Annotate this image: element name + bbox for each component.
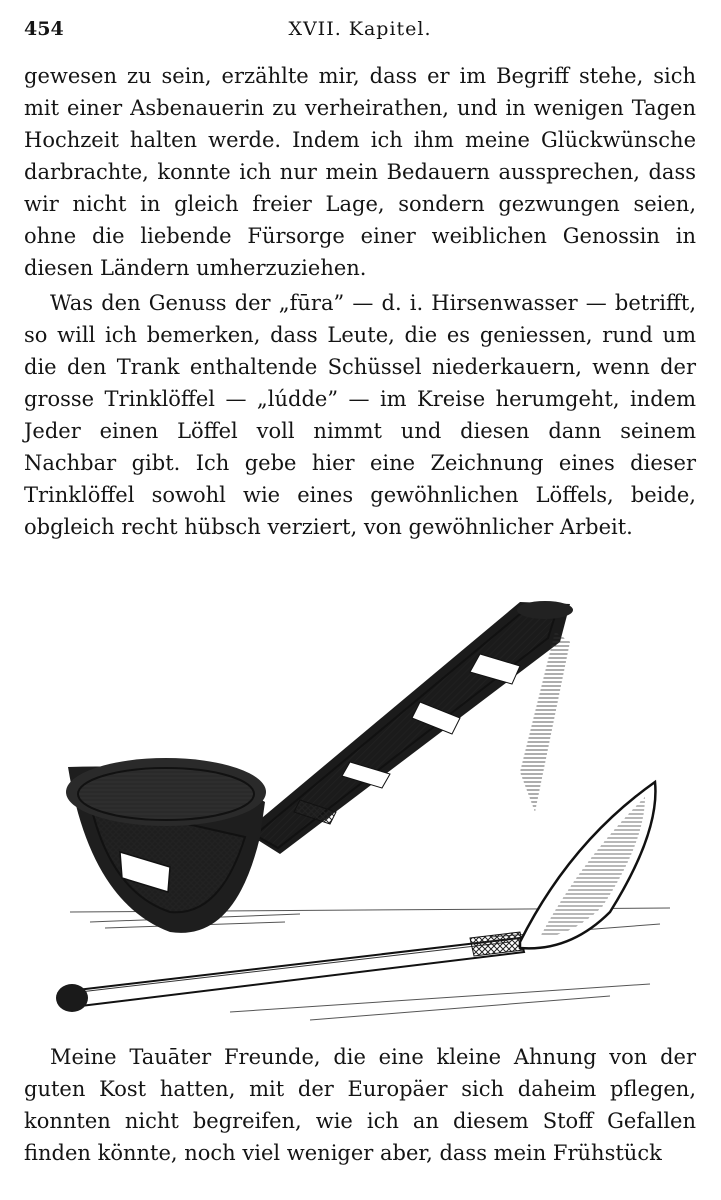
paragraph-fura: Was den Genuss der „fūra” — d. i. Hirsenwasser — betrifft, so will ich bemerken, dass Leute, die es geniessen, rund um die den Trank enthaltende Schüssel niederkauern, wenn der grosse Trinklöffel — „lúdde” — im Kreise herumgeht, indem Jeder einen Löffel voll nimmt und diesen dann seinem Nachbar gibt. Ich gebe hier eine Zeichnung eines dieser Trinklöffel sowohl wie eines gewöhnlichen Löffels, beide, obgleich recht hübsch verziert, von gewöhnlicher Arbeit. — [24, 291, 696, 539]
paragraph-tauater: Meine Tauāter Freunde, die eine kleine Ahnung von der guten Kost hatten, mit der Europäer sich daheim pflegen, konnten nicht begreifen, wie ich an diesem Stoff Gefallen finden könnte, noch viel weniger aber, dass mein Frühstück — [24, 1045, 696, 1165]
spoons-illustration — [50, 592, 670, 1032]
text-block-top — [24, 60, 696, 543]
large-ladle — [66, 601, 573, 933]
running-header — [24, 14, 696, 44]
page-number: 454 — [24, 18, 64, 40]
text-block-bottom — [24, 1041, 696, 1169]
paragraph-continuation: gewesen zu sein, erzählte mir, dass er im Begriff stehe, sich mit einer Asbenauerin zu verheirathen, und in wenigen Tagen Hochzeit halten werde. Indem ich ihm meine Glückwünsche darbrachte, konnte ich nur mein Bedauern aussprechen, dass wir nicht in gleich freier Lage, sondern gezwungen seien, ohne die liebende Fürsorge einer weiblichen Genossin in diesen Ländern umherzuziehen. — [24, 64, 696, 280]
chapter-heading: XVII. Kapitel. — [288, 18, 432, 40]
